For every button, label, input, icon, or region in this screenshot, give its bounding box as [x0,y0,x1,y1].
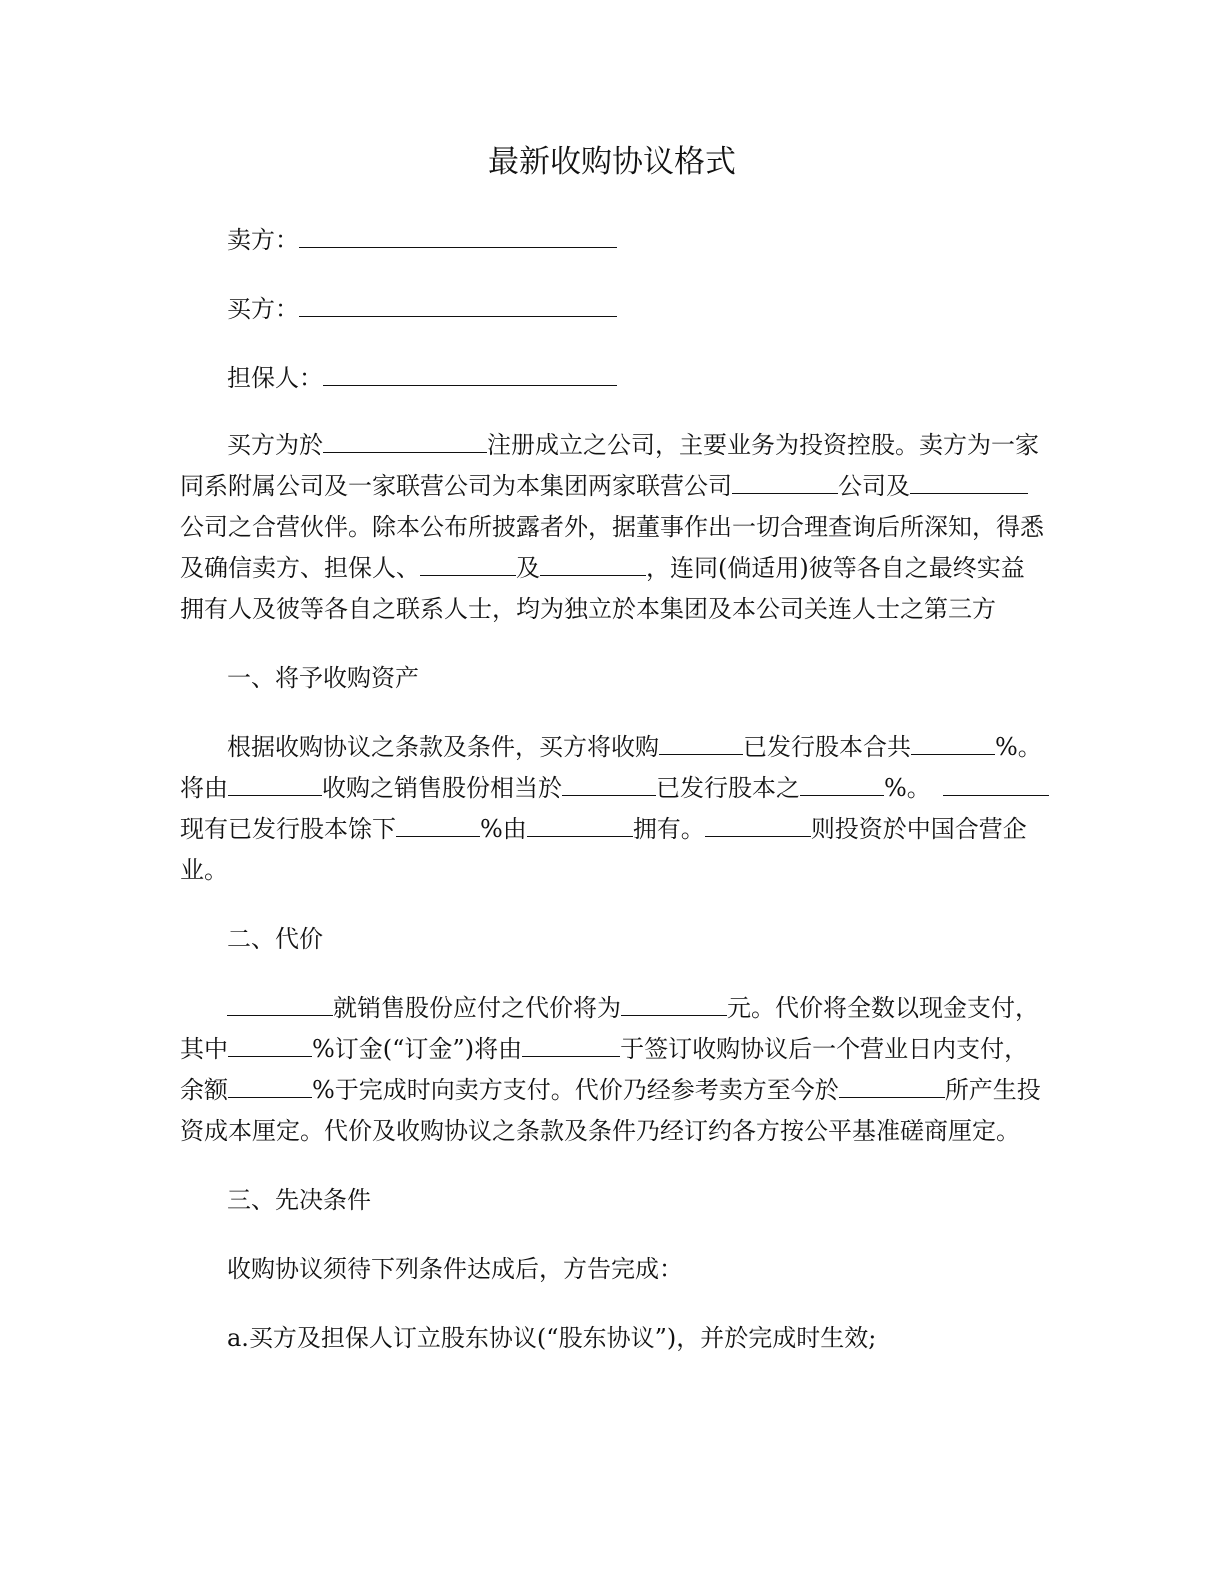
text: 业。 [180,856,228,884]
text: 所产生投 [944,1076,1041,1104]
condition-item-a: a.买方及担保人订立股东协议(“股东协议”)，并於完成时生效; [227,1324,877,1352]
text: 注册成立之公司，主要业务为投资控股。卖方为一家 [487,431,1039,459]
intro-line [180,589,996,629]
blank-field[interactable] [228,1071,312,1098]
seller-field [227,220,617,260]
text: 资成本厘定。代价及收购协议之条款及条件乃经订约各方按公平基准磋商厘定。 [180,1117,1020,1145]
text: 已发行股本合共 [743,733,911,761]
section1-line [180,809,1027,849]
text: 于签订收购协议后一个营业日内支付， [620,1035,1029,1063]
text: ，连同(倘适用)彼等各自之最终实益 [646,554,1025,582]
blank-field[interactable] [621,989,727,1016]
text: %。 [884,774,931,802]
guarantor-label: 担保人： [227,364,323,392]
text: 拥有人及彼等各自之联系人士，均为独立於本集团及本公司关连人士之第三方 [180,595,996,623]
text: 其中 [180,1035,228,1063]
blank-field[interactable] [527,810,633,837]
text: 拥有。 [632,815,705,843]
blank-field[interactable] [228,1030,312,1057]
text: 及 [516,554,540,582]
blank-field[interactable] [732,467,838,494]
section1-line [180,768,1049,808]
text: 公司及 [838,472,910,500]
text: %由 [480,815,527,843]
text: 则投资於中国合营企 [810,815,1027,843]
blank-field[interactable] [227,989,333,1016]
text: 买方为於 [227,431,323,459]
blank-field[interactable] [800,769,884,796]
intro-line [180,507,1044,547]
intro-line [227,425,1039,465]
text: 余额 [180,1076,228,1104]
section3-intro: 收购协议须待下列条件达成后，方告完成： [227,1255,683,1283]
guarantor-field [227,358,617,398]
blank-field[interactable] [910,467,1028,494]
section-heading: 三、先决条件 [227,1186,371,1214]
blank-field[interactable] [705,810,811,837]
blank-field[interactable] [659,728,743,755]
text: 公司之合营伙伴。除本公布所披露者外，据董事作出一切合理查询后所深知，得悉 [180,513,1044,541]
blank-field[interactable] [540,549,646,576]
text: 根据收购协议之条款及条件，买方将收购 [227,733,659,761]
section2-line [180,1111,1020,1151]
intro-line [180,466,1028,506]
text: 同系附属公司及一家联营公司为本集团两家联营公司 [180,472,732,500]
page-title: 最新收购协议格式 [488,144,736,180]
blank-field[interactable] [420,549,516,576]
blank-field[interactable] [839,1071,945,1098]
blank-field[interactable] [911,728,995,755]
text: 及确信卖方、担保人、 [180,554,420,582]
section1-line [180,850,228,890]
guarantor-blank[interactable] [323,359,617,386]
section1-line [227,727,1042,767]
text: 已发行股本之 [656,774,800,802]
section-heading: 二、代价 [227,925,323,953]
text: 就销售股份应付之代价将为 [333,994,621,1022]
blank-field[interactable] [522,1030,620,1057]
section-heading: 一、将予收购资产 [227,664,419,692]
buyer-label: 买方： [227,295,299,323]
text: %订金(“订金”)将由 [312,1035,523,1063]
buyer-blank[interactable] [299,290,617,317]
buyer-field [227,289,617,329]
text: 现有已发行股本馀下 [180,815,396,843]
blank-field[interactable] [228,769,322,796]
blank-field[interactable] [323,426,487,453]
seller-blank[interactable] [299,221,617,248]
text: 将由 [180,774,228,802]
text: %。 [995,733,1042,761]
blank-field[interactable] [396,810,480,837]
section2-line [227,988,1039,1028]
section2-line [180,1029,1028,1069]
blank-field[interactable] [943,769,1049,796]
blank-field[interactable] [562,769,656,796]
text: %于完成时向卖方支付。代价乃经参考卖方至今於 [312,1076,839,1104]
section2-line [180,1070,1041,1110]
intro-line [180,548,1025,588]
text: 元。代价将全数以现金支付， [727,994,1039,1022]
text: 收购之销售股份相当於 [322,774,562,802]
seller-label: 卖方： [227,226,299,254]
